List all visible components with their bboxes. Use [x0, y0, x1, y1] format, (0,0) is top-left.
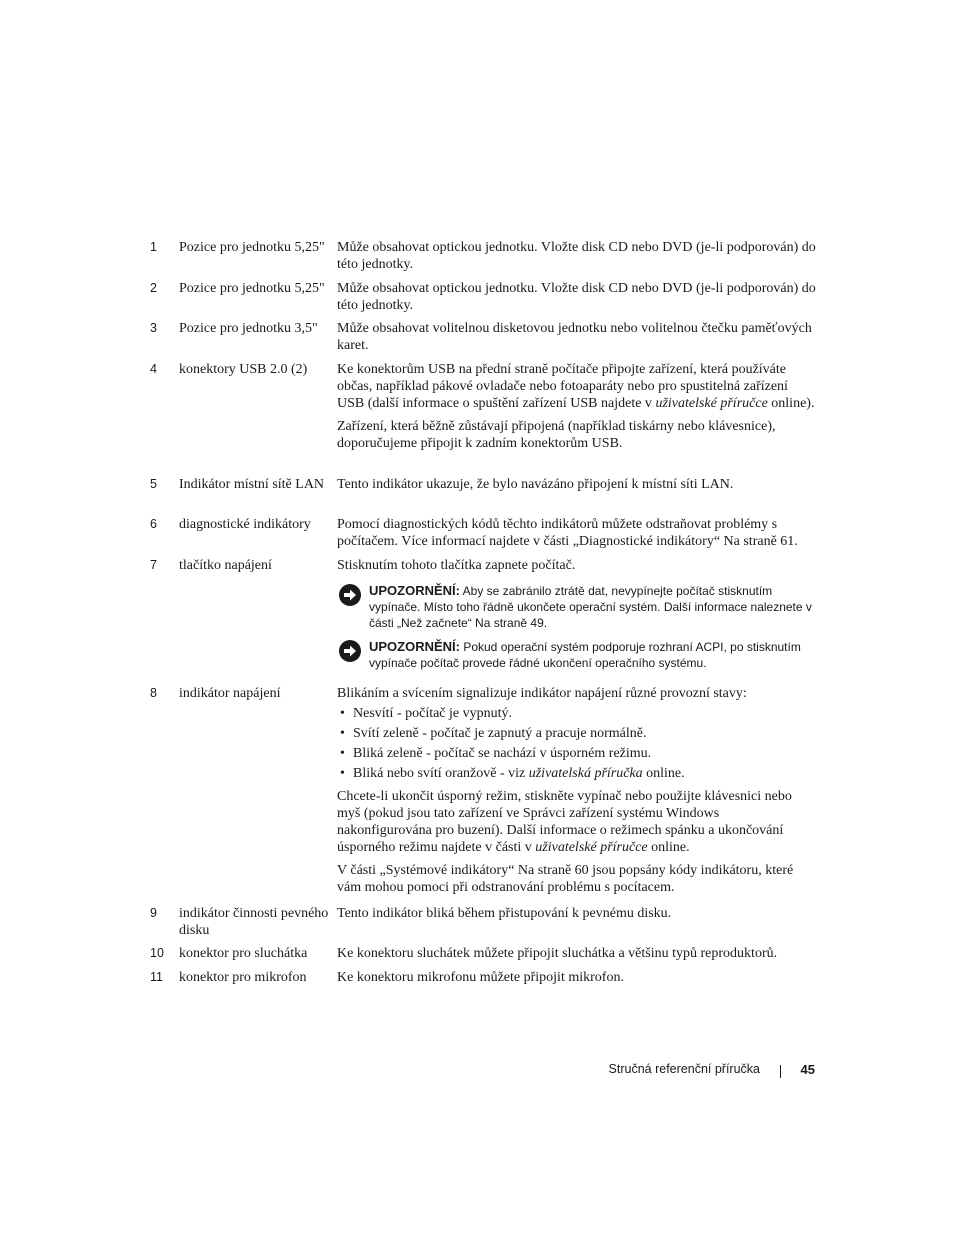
- item-name: tlačítko napájení: [179, 558, 272, 573]
- manual-reference: uživatelské příručce: [535, 840, 648, 855]
- item-name: indikátor činnosti pevného disku: [179, 906, 329, 938]
- notice-arrow-icon: [339, 640, 361, 662]
- item-description: [337, 361, 817, 452]
- list-item: [337, 765, 817, 782]
- notice-text: Aby se zabránilo ztrátě dat, nevypínejte počítač stisknutím vypínače. Místo toho řádně ukončete operační systém. Další informace naleznete v části „Než začnete“ Na straně 49.: [369, 584, 812, 630]
- item-name: Pozice pro jednotku 5,25": [179, 281, 325, 296]
- row-number: 4: [150, 362, 157, 376]
- item-description: [337, 685, 817, 896]
- list-item-text: online.: [642, 766, 685, 781]
- notice-label: UPOZORNĚNÍ:: [369, 639, 460, 654]
- item-name: konektory USB 2.0 (2): [179, 362, 308, 377]
- item-description: [337, 905, 817, 922]
- item-name: konektor pro mikrofon: [179, 970, 307, 985]
- description-text: [337, 788, 817, 856]
- notice-text: Pokud operační systém podporuje rozhraní ACPI, po stisknutím vypínače počítač provede řádné ukončení operačního systému.: [369, 640, 801, 670]
- item-description: [337, 320, 817, 354]
- item-name: indikátor napájení: [179, 686, 281, 701]
- description-text: Stisknutím tohoto tlačítka zapnete počítač.: [337, 558, 576, 573]
- description-text: Zařízení, která běžně zůstávají připojená (například tiskárny nebo klávesnice), doporučujeme připojit k zadním konektorům USB.: [337, 419, 776, 451]
- footer-title: Stručná referenční příručka: [608, 1062, 760, 1076]
- row-number: 7: [150, 558, 157, 572]
- description-text-part: online).: [767, 396, 815, 411]
- row-number: 11: [150, 970, 163, 984]
- item-name: Pozice pro jednotku 3,5": [179, 321, 318, 336]
- status-list: [337, 705, 817, 782]
- item-description: [337, 945, 817, 962]
- description-text: Může obsahovat optickou jednotku. Vložte disk CD nebo DVD (je-li podporován) do této jednotky.: [337, 240, 816, 272]
- row-number: 9: [150, 906, 157, 920]
- description-text: [337, 361, 817, 412]
- description-text: Tento indikátor ukazuje, že bylo navázáno připojení k místní síti LAN.: [337, 477, 734, 492]
- description-text: V části „Systémové indikátory“ Na straně 60 jsou popsány kódy indikátoru, které vám mohou pomoci při odstranování problému s pocítacem.: [337, 863, 794, 895]
- notice-block: [337, 639, 817, 671]
- row-number: 10: [150, 946, 164, 960]
- row-number: 1: [150, 240, 157, 254]
- description-text: Ke konektoru mikrofonu můžete připojit mikrofon.: [337, 970, 624, 985]
- manual-reference: uživatelské příručce: [655, 396, 768, 411]
- item-name: konektor pro sluchátka: [179, 946, 308, 961]
- row-number: 2: [150, 281, 157, 295]
- footer-divider: [780, 1065, 781, 1078]
- item-description: [337, 969, 817, 986]
- description-text: Tento indikátor bliká během přistupování k pevnému disku.: [337, 906, 672, 921]
- item-description: [337, 239, 817, 273]
- notice-arrow-icon: [339, 584, 361, 606]
- page-number: 45: [800, 1062, 815, 1077]
- row-number: 6: [150, 517, 157, 531]
- notice-label: UPOZORNĚNÍ:: [369, 583, 460, 598]
- notice-block: [337, 583, 817, 631]
- description-text: Ke konektoru sluchátek můžete připojit sluchátka a většinu typů reproduktorů.: [337, 946, 778, 961]
- item-name: Indikátor místní sítě LAN: [179, 477, 325, 492]
- manual-reference: uživatelská příručka: [528, 766, 643, 781]
- row-number: 8: [150, 686, 157, 700]
- description-text: Pomocí diagnostických kódů těchto indikátorů můžete odstraňovat problémy s počítačem. Více informací najdete v části „Diagnostické indikátory“ Na straně 61.: [337, 517, 798, 549]
- description-text: Může obsahovat volitelnou disketovou jednotku nebo volitelnou čtečku paměťových karet.: [337, 321, 812, 353]
- item-description: [337, 516, 817, 550]
- item-description: [337, 476, 817, 493]
- item-name: diagnostické indikátory: [179, 517, 311, 532]
- description-text: Blikáním a svícením signalizuje indikátor napájení různé provozní stavy:: [337, 686, 747, 701]
- description-text-part: Ke konektorům USB na přední straně počítače připojte zařízení, která používáte občas, například pákové ovladače nebo fotoaparáty nebo pro spustitelná zařízení USB (další informace o spuštění zařízení USB najdete v: [337, 362, 788, 411]
- description-text: Může obsahovat optickou jednotku. Vložte disk CD nebo DVD (je-li podporován) do této jednotky.: [337, 281, 816, 313]
- description-text-part: online.: [647, 840, 690, 855]
- list-item-text: Bliká nebo svítí oranžově - viz: [353, 766, 529, 781]
- row-number: 3: [150, 321, 157, 335]
- item-name: Pozice pro jednotku 5,25": [179, 240, 325, 255]
- item-description: [337, 557, 817, 671]
- page-footer: [560, 1062, 815, 1080]
- description-text-part: Chcete-li ukončit úsporný režim, stiskněte vypínač nebo použijte klávesnici nebo myš (pokud jsou tato zařízení ve Správci zařízení systému Windows nakonfigurována pro buzení). Další informace o režimech spánku a ukončování úsporného režimu najdete v části v: [337, 789, 792, 855]
- list-item: • Svítí zeleně - počítač je zapnutý a pracuje normálně.: [337, 725, 817, 742]
- item-description: [337, 280, 817, 314]
- row-number: 5: [150, 477, 157, 491]
- list-item: • Nesvítí - počítač je vypnutý.: [337, 705, 817, 722]
- list-item: • Bliká zeleně - počítač se nachází v úsporném režimu.: [337, 745, 817, 762]
